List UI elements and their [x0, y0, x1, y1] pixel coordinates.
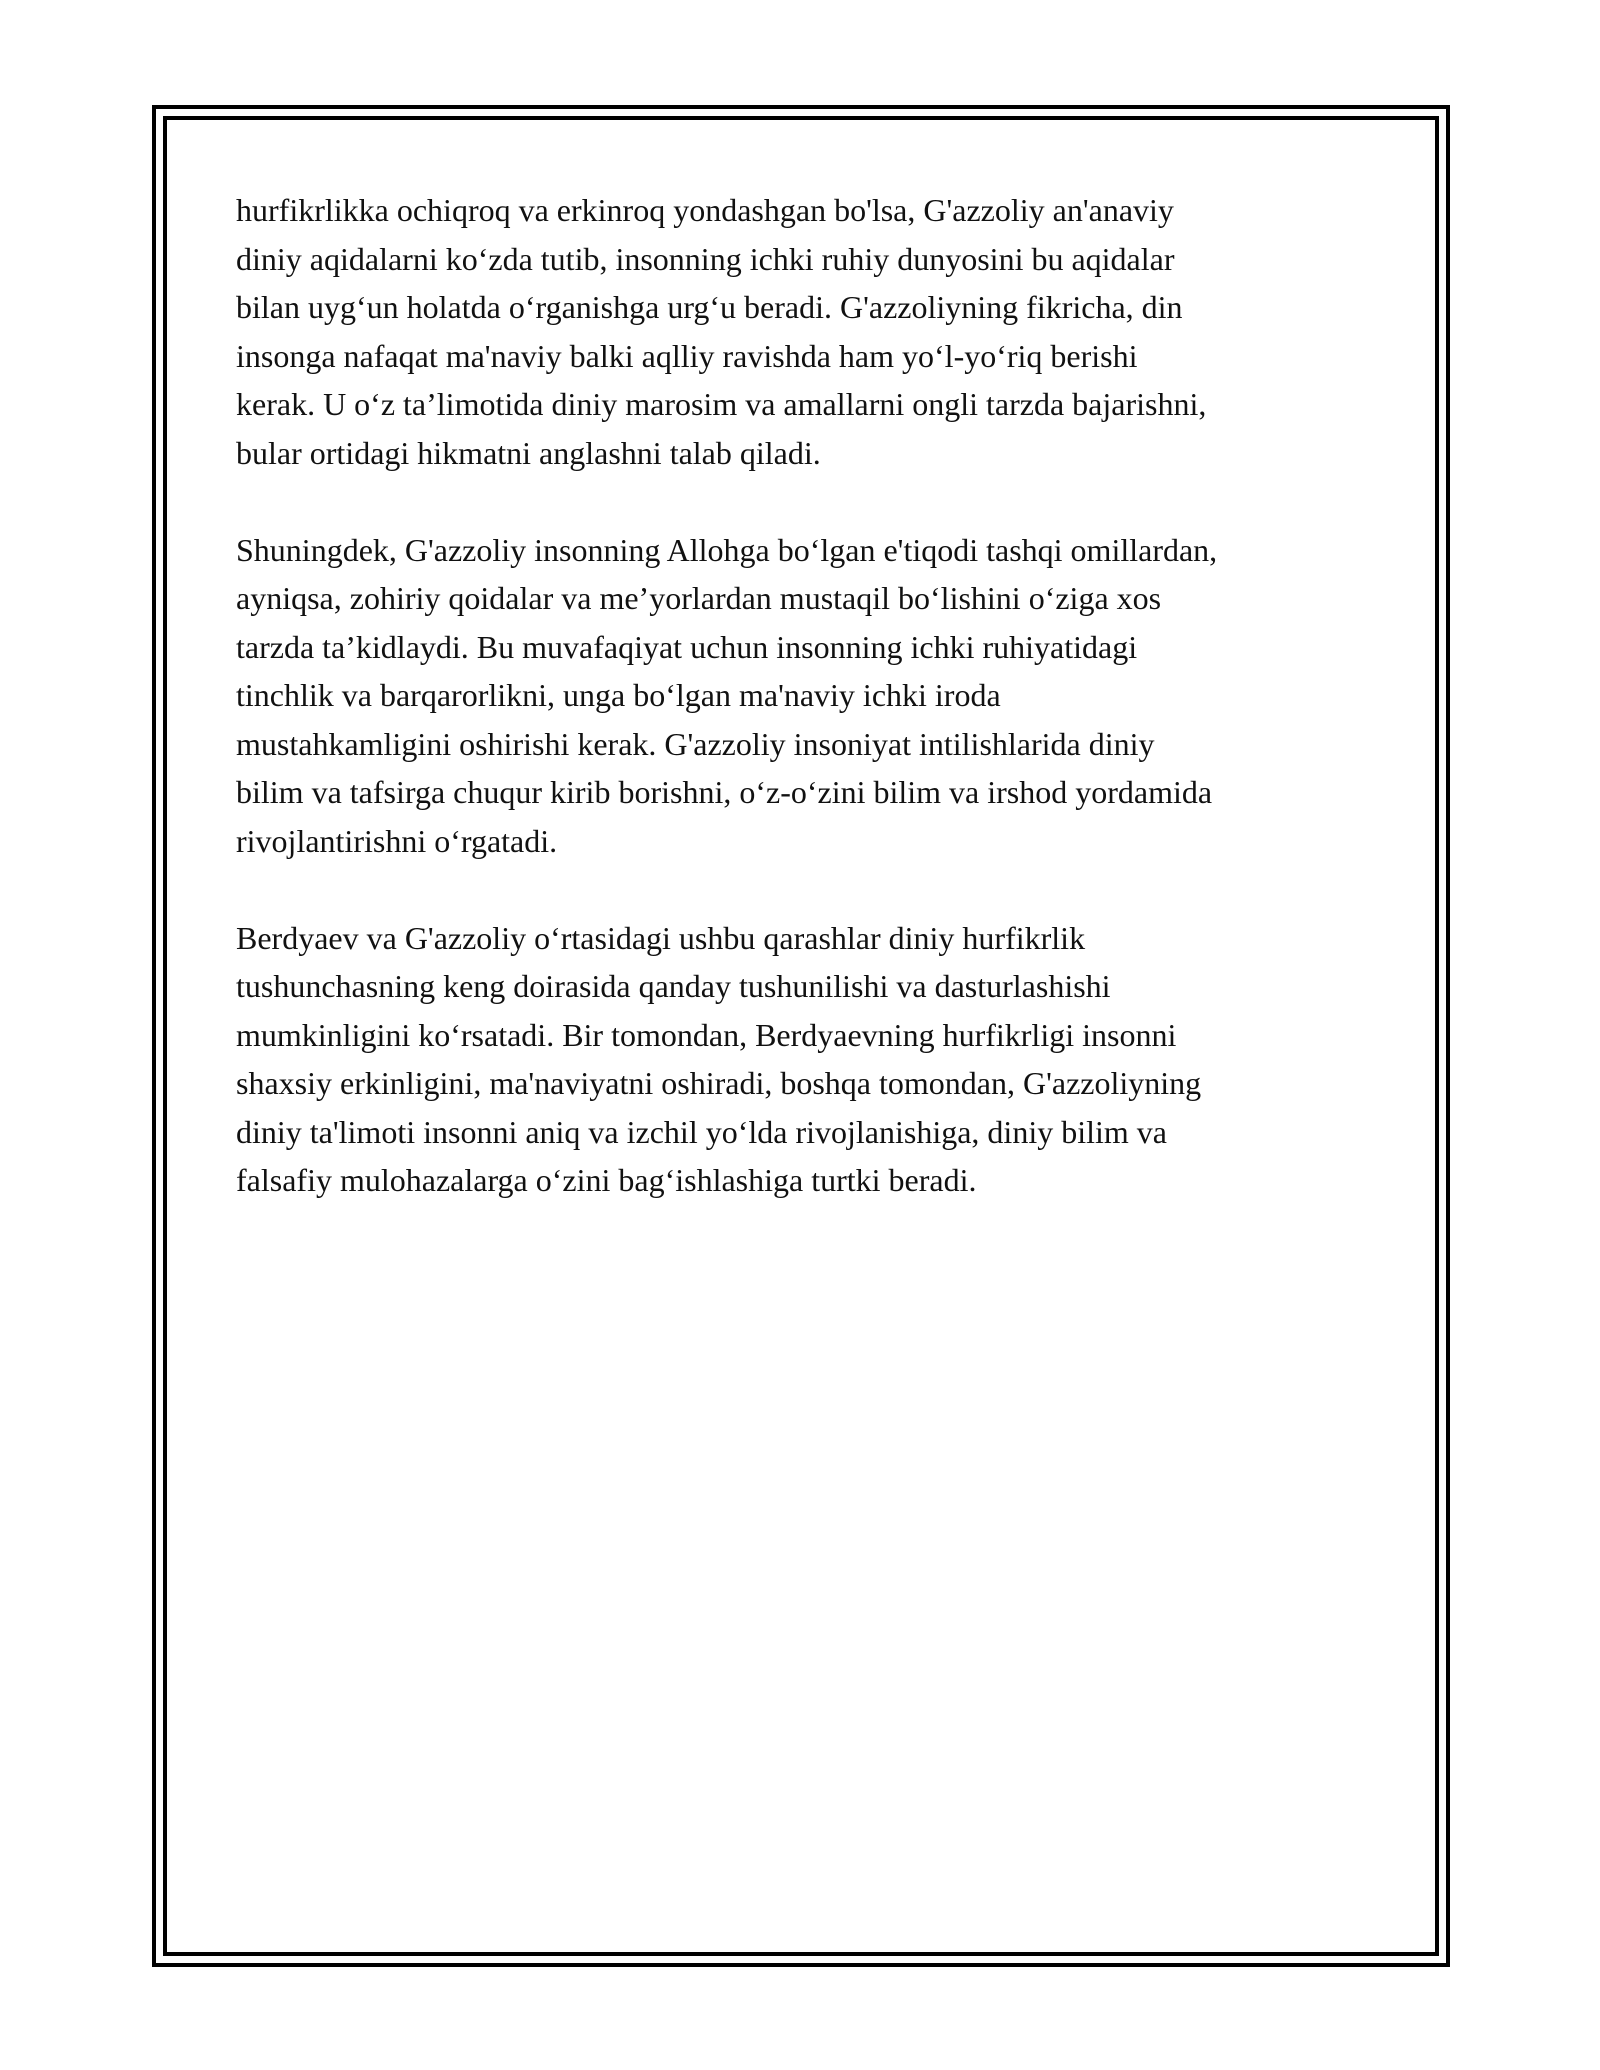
paragraph-line: hurfikrlikka ochiqroq va erkinroq yondashgan bo'lsa, G'azzoliy an'anaviy	[236, 192, 1174, 228]
paragraph-line: mumkinligini ko‘rsatadi. Bir tomondan, Berdyaevning hurfikrligi insonni	[236, 1016, 1177, 1053]
paragraph-1	[236, 186, 1386, 477]
paragraph-line: bilim va tafsirga chuqur kirib borishni, o‘z-o‘zini bilim va irshod yordamida	[236, 774, 1213, 810]
paragraph-line: shaxsiy erkinligini, ma'naviyatni oshiradi, boshqa tomondan, G'azzoliyning	[236, 1065, 1202, 1101]
paragraph-line: tarzda ta’kidlaydi. Bu muvafaqiyat uchun insonning ichki ruhiyatidagi	[236, 628, 1138, 665]
paragraph-line: kerak. U o‘z ta’limotida diniy marosim va amallarni ongli tarzda bajarishni,	[236, 386, 1207, 422]
paragraph-line: tinchlik va barqarorlikni, unga bo‘lgan ma'naviy ichki iroda	[236, 677, 1001, 713]
paragraph-line: diniy aqidalarni ko‘zda tutib, insonning ichki ruhiy dunyosini bu aqidalar	[236, 240, 1175, 277]
paragraph-line: falsafiy mulohazalarga o‘zini bag‘ishlashiga turtki beradi.	[236, 1162, 977, 1198]
paragraph-line: Berdyaev va G'azzoliy o‘rtasidagi ushbu qarashlar diniy hurfikrlik	[236, 919, 1086, 956]
paragraph-line: Shuningdek, G'azzoliy insonning Allohga bo‘lgan e'tiqodi tashqi omillardan,	[236, 531, 1218, 568]
paragraph-line: rivojlantirishni o‘rgatadi.	[236, 822, 558, 859]
paragraph-3	[236, 914, 1386, 1205]
paragraph-line: bilan uyg‘un holatda o‘rganishga urg‘u beradi. G'azzoliyning fikricha, din	[236, 289, 1183, 325]
paragraph-line: mustahkamligini oshirishi kerak. G'azzoliy insoniyat intilishlarida diniy	[236, 725, 1155, 762]
paragraph-line: insonga nafaqat ma'naviy balki aqlliy ravishda ham yo‘l-yo‘riq berishi	[236, 337, 1138, 374]
paragraph-line: ayniqsa, zohiriy qoidalar va me’yorlardan mustaqil bo‘lishini o‘ziga xos	[236, 580, 1162, 616]
paragraph-line: diniy ta'limoti insonni aniq va izchil yo‘lda rivojlanishiga, diniy bilim va	[236, 1113, 1167, 1150]
paragraph-line: bular ortidagi hikmatni anglashni talab qiladi.	[236, 434, 821, 471]
paragraph-2	[236, 526, 1386, 866]
paragraph-line: tushunchasning keng doirasida qanday tushunilishi va dasturlashishi	[236, 968, 1111, 1004]
document-body	[236, 186, 1386, 1253]
